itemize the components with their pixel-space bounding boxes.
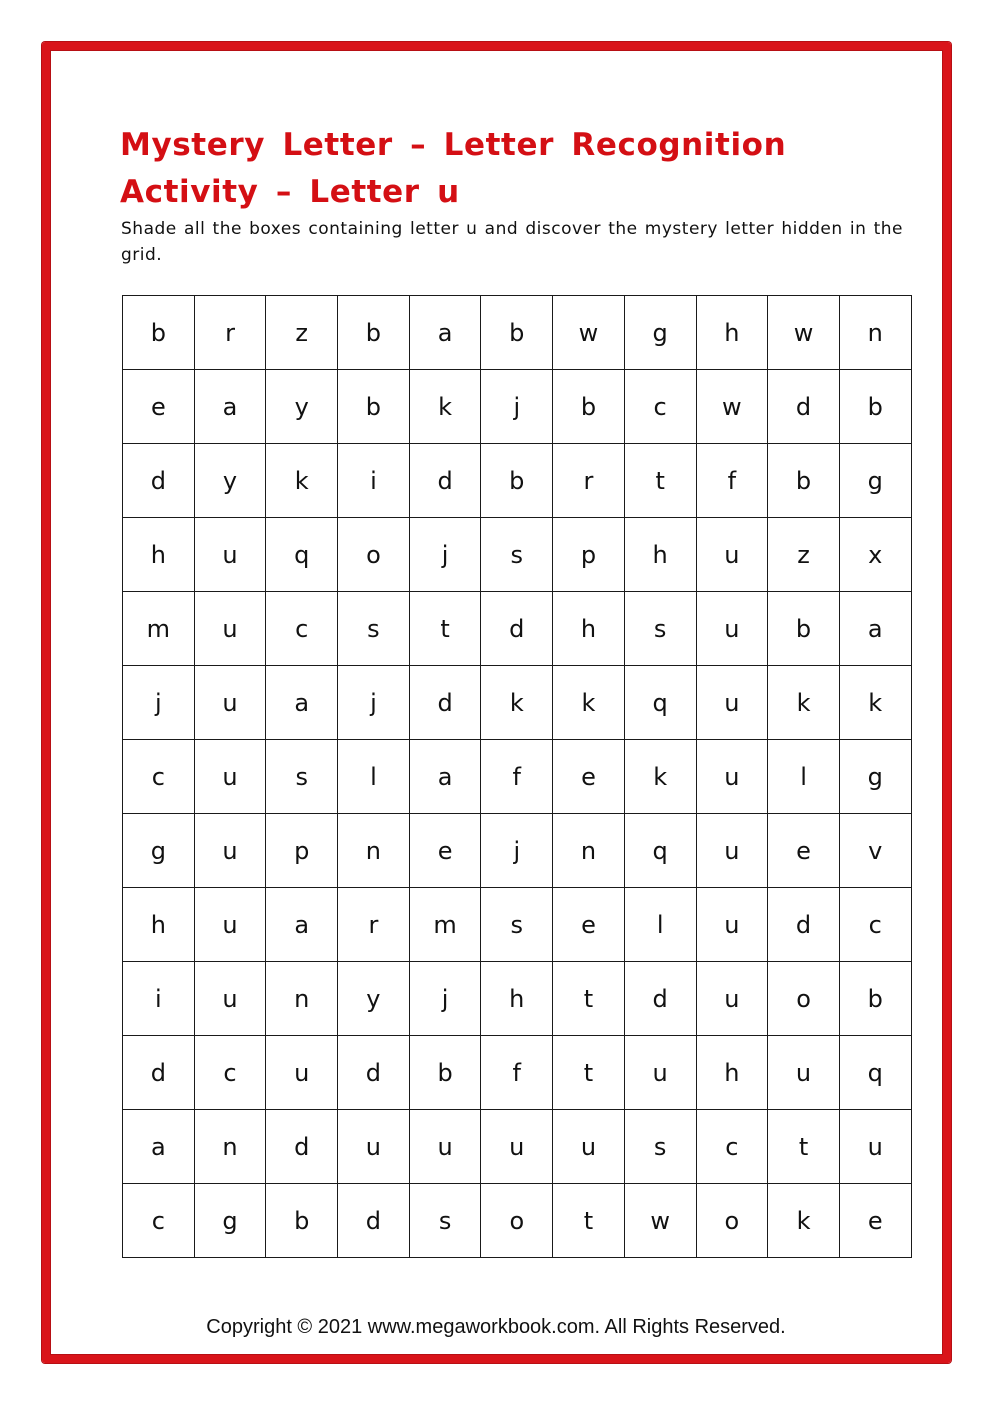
grid-row [123,1184,912,1258]
grid-cell[interactable]: u [194,888,266,962]
grid-cell[interactable]: d [768,888,840,962]
grid-cell[interactable]: u [338,1110,410,1184]
grid-cell[interactable]: h [123,518,195,592]
grid-cell[interactable]: e [839,1184,911,1258]
grid-cell[interactable]: f [481,1036,553,1110]
grid-cell[interactable]: d [768,370,840,444]
grid-cell[interactable]: c [266,592,338,666]
grid-cell[interactable]: g [624,296,696,370]
grid-cell[interactable]: s [624,592,696,666]
grid-cell[interactable]: u [696,888,768,962]
grid-cell[interactable]: q [624,666,696,740]
worksheet-instructions: Shade all the boxes containing letter u and discover the mystery letter hidden in the grid. [121,219,903,265]
copyright-notice: Copyright © 2021 www.megaworkbook.com. All Rights Reserved. [206,1316,786,1338]
grid-cell[interactable]: c [624,370,696,444]
grid-cell[interactable]: e [553,888,625,962]
grid-cell[interactable]: g [194,1184,266,1258]
grid-cell[interactable]: s [481,888,553,962]
grid-cell[interactable]: b [338,370,410,444]
grid-cell[interactable]: u [839,1110,911,1184]
grid-cell[interactable]: d [481,592,553,666]
grid-cell[interactable]: x [839,518,911,592]
grid-cell[interactable]: d [409,666,481,740]
grid-cell[interactable]: j [123,666,195,740]
grid-cell[interactable]: u [768,1036,840,1110]
grid-cell[interactable]: c [194,1036,266,1110]
grid-row [123,740,912,814]
grid-cell[interactable]: u [624,1036,696,1110]
grid-row [123,370,912,444]
grid-cell[interactable]: b [338,296,410,370]
grid-cell[interactable]: c [839,888,911,962]
grid-cell[interactable]: y [338,962,410,1036]
grid-cell[interactable]: m [409,888,481,962]
grid-cell[interactable]: b [768,592,840,666]
grid-cell[interactable]: h [624,518,696,592]
grid-cell[interactable]: r [194,296,266,370]
grid-cell[interactable]: t [553,1036,625,1110]
grid-cell[interactable]: a [266,888,338,962]
grid-cell[interactable]: a [839,592,911,666]
grid-cell[interactable]: n [839,296,911,370]
grid-cell[interactable]: s [624,1110,696,1184]
grid-cell[interactable]: b [768,444,840,518]
grid-cell[interactable]: p [266,814,338,888]
grid-cell[interactable]: d [338,1184,410,1258]
grid-cell[interactable]: u [194,814,266,888]
grid-cell[interactable]: d [123,1036,195,1110]
grid-cell[interactable]: b [839,962,911,1036]
grid-cell[interactable]: t [409,592,481,666]
grid-row [123,296,912,370]
grid-cell[interactable]: c [123,1184,195,1258]
grid-cell[interactable]: w [624,1184,696,1258]
grid-cell[interactable]: j [409,518,481,592]
grid-cell[interactable]: g [123,814,195,888]
grid-cell[interactable]: j [481,370,553,444]
grid-row [123,888,912,962]
grid-cell[interactable]: h [481,962,553,1036]
grid-cell[interactable]: r [553,444,625,518]
grid-cell[interactable]: n [338,814,410,888]
grid-cell[interactable]: h [123,888,195,962]
grid-cell[interactable]: b [839,370,911,444]
grid-cell[interactable]: b [553,370,625,444]
letter-grid [122,295,912,1258]
worksheet-title: Mystery Letter – Letter Recognition Activity – Letter u [120,127,787,210]
grid-cell[interactable]: f [481,740,553,814]
grid-cell[interactable]: f [696,444,768,518]
grid-cell[interactable]: q [266,518,338,592]
grid-row [123,666,912,740]
grid-cell[interactable]: t [553,1184,625,1258]
grid-cell[interactable]: u [696,740,768,814]
grid-cell[interactable]: w [696,370,768,444]
letter-grid-body [123,296,912,1258]
grid-row [123,1036,912,1110]
grid-cell[interactable]: k [768,1184,840,1258]
grid-cell[interactable]: d [123,444,195,518]
grid-cell[interactable]: p [553,518,625,592]
grid-cell[interactable]: b [266,1184,338,1258]
grid-row [123,1110,912,1184]
grid-cell[interactable]: b [481,296,553,370]
grid-cell[interactable]: y [194,444,266,518]
grid-cell[interactable]: o [338,518,410,592]
grid-cell[interactable]: b [123,296,195,370]
grid-cell[interactable]: i [123,962,195,1036]
grid-cell[interactable]: k [553,666,625,740]
grid-cell[interactable]: s [409,1184,481,1258]
grid-row [123,814,912,888]
grid-cell[interactable]: u [409,1110,481,1184]
grid-cell[interactable]: d [338,1036,410,1110]
grid-cell[interactable]: r [338,888,410,962]
grid-row [123,444,912,518]
grid-cell[interactable]: y [266,370,338,444]
grid-cell[interactable]: g [839,444,911,518]
grid-cell[interactable]: k [409,370,481,444]
grid-cell[interactable]: d [624,962,696,1036]
grid-cell[interactable]: s [481,518,553,592]
grid-cell[interactable]: t [768,1110,840,1184]
grid-cell[interactable]: a [409,296,481,370]
grid-cell[interactable]: k [624,740,696,814]
grid-cell[interactable]: c [696,1110,768,1184]
grid-cell[interactable]: u [696,814,768,888]
grid-cell[interactable]: k [768,666,840,740]
grid-cell[interactable]: u [194,962,266,1036]
grid-cell[interactable]: n [266,962,338,1036]
grid-cell[interactable]: g [839,740,911,814]
grid-cell[interactable]: z [266,296,338,370]
grid-cell[interactable]: d [266,1110,338,1184]
grid-cell[interactable]: u [266,1036,338,1110]
grid-cell[interactable]: s [266,740,338,814]
grid-cell[interactable]: l [338,740,410,814]
grid-cell[interactable]: u [194,666,266,740]
grid-cell[interactable]: t [624,444,696,518]
grid-cell[interactable]: w [553,296,625,370]
grid-cell[interactable]: e [553,740,625,814]
grid-cell[interactable]: u [194,518,266,592]
grid-cell[interactable]: u [696,962,768,1036]
grid-cell[interactable]: n [194,1110,266,1184]
grid-cell[interactable]: o [696,1184,768,1258]
grid-cell[interactable]: h [696,296,768,370]
grid-cell[interactable]: a [123,1110,195,1184]
grid-cell[interactable]: u [696,666,768,740]
grid-cell[interactable]: u [194,740,266,814]
grid-cell[interactable]: n [553,814,625,888]
grid-cell[interactable]: o [768,962,840,1036]
grid-cell[interactable]: b [481,444,553,518]
grid-cell[interactable]: c [123,740,195,814]
grid-cell[interactable]: q [839,1036,911,1110]
grid-cell[interactable]: j [481,814,553,888]
grid-cell[interactable]: v [839,814,911,888]
grid-cell[interactable]: h [553,592,625,666]
grid-cell[interactable]: w [768,296,840,370]
grid-cell[interactable]: u [696,592,768,666]
grid-cell[interactable]: u [553,1110,625,1184]
grid-cell[interactable]: e [409,814,481,888]
grid-cell[interactable]: l [624,888,696,962]
grid-cell[interactable]: a [194,370,266,444]
grid-cell[interactable]: z [768,518,840,592]
grid-cell[interactable]: k [839,666,911,740]
grid-cell[interactable]: l [768,740,840,814]
grid-row [123,592,912,666]
grid-cell[interactable]: u [696,518,768,592]
grid-cell[interactable]: e [768,814,840,888]
grid-row [123,518,912,592]
grid-cell[interactable]: j [338,666,410,740]
grid-cell[interactable]: s [338,592,410,666]
grid-cell[interactable]: t [553,962,625,1036]
grid-cell[interactable]: u [194,592,266,666]
grid-cell[interactable]: d [409,444,481,518]
grid-cell[interactable]: e [123,370,195,444]
grid-cell[interactable]: j [409,962,481,1036]
grid-cell[interactable]: b [409,1036,481,1110]
grid-cell[interactable]: q [624,814,696,888]
grid-cell[interactable]: h [696,1036,768,1110]
grid-cell[interactable]: o [481,1184,553,1258]
grid-row [123,962,912,1036]
grid-cell[interactable]: u [481,1110,553,1184]
grid-cell[interactable]: k [266,444,338,518]
grid-cell[interactable]: k [481,666,553,740]
grid-cell[interactable]: a [266,666,338,740]
grid-cell[interactable]: a [409,740,481,814]
grid-cell[interactable]: i [338,444,410,518]
grid-cell[interactable]: m [123,592,195,666]
